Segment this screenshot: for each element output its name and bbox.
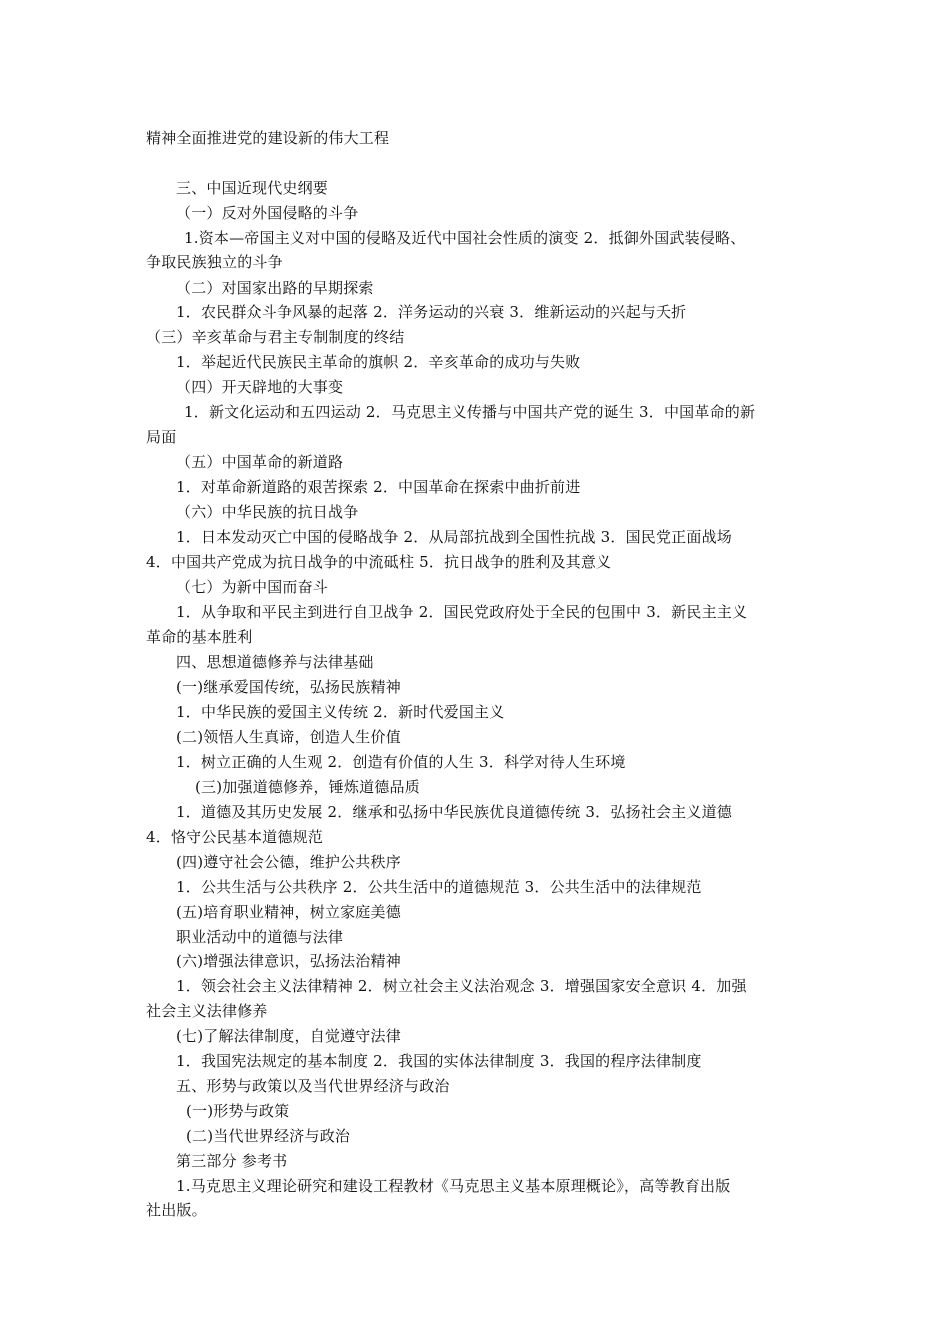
- section-heading: 三、中国近现代史纲要: [176, 179, 329, 197]
- part-heading: 第三部分 参考书: [176, 1152, 288, 1170]
- subsection-heading: (二)领悟人生真谛，创造人生价值: [176, 728, 401, 746]
- text-line: 争取民族独立的斗争: [146, 253, 283, 271]
- subsection-heading: （六）中华民族的抗日战争: [176, 503, 359, 521]
- text-line: 1．从争取和平民主到进行自卫战争 2．国民党政府处于全民的包围中 3．新民主主义: [176, 603, 748, 621]
- subsection-heading: (一)形势与政策: [186, 1102, 290, 1120]
- subsection-heading: (三)加强道德修养，锤炼道德品质: [195, 778, 420, 796]
- text-line: 1．树立正确的人生观 2．创造有价值的人生 3．科学对待人生环境: [176, 753, 626, 771]
- text-line: 1．中华民族的爱国主义传统 2．新时代爱国主义: [176, 703, 505, 721]
- reference-line: 社出版。: [146, 1201, 207, 1219]
- text-line: 1．道德及其历史发展 2．继承和弘扬中华民族优良道德传统 3．弘扬社会主义道德: [176, 803, 732, 821]
- subsection-heading: (四)遵守社会公德，维护公共秩序: [176, 853, 401, 871]
- subsection-heading: (五)培育职业精神，树立家庭美德: [176, 903, 401, 921]
- text-line: 职业活动中的道德与法律: [176, 928, 344, 946]
- text-line: 1．对革命新道路的艰苦探索 2．中国革命在探索中曲折前进: [176, 478, 581, 496]
- subsection-heading: (七)了解法律制度，自觉遵守法律: [176, 1027, 401, 1045]
- text-line: 1．公共生活与公共秩序 2．公共生活中的道德规范 3．公共生活中的法律规范: [176, 878, 702, 896]
- text-line: 社会主义法律修养: [146, 1002, 268, 1020]
- reference-line: 1.马克思主义理论研究和建设工程教材《马克思主义基本原理概论》，高等教育出版: [176, 1177, 731, 1195]
- subsection-heading: （三）辛亥革命与君主专制制度的终结: [146, 328, 405, 346]
- subsection-heading: （二）对国家出路的早期探索: [176, 279, 374, 297]
- section-heading: 四、思想道德修养与法律基础: [176, 653, 374, 671]
- subsection-heading: （五）中国革命的新道路: [176, 453, 344, 471]
- text-line: 1．领会社会主义法律精神 2．树立社会主义法治观念 3．增强国家安全意识 4．加强: [176, 977, 747, 995]
- subsection-heading: (二)当代世界经济与政治: [186, 1127, 351, 1145]
- text-line: 1．日本发动灭亡中国的侵略战争 2．从局部抗战到全国性抗战 3．国民党正面战场: [176, 528, 732, 546]
- subsection-heading: （四）开天辟地的大事变: [176, 378, 344, 396]
- text-line: 1．举起近代民族民主革命的旗帜 2．辛亥革命的成功与失败: [176, 353, 581, 371]
- section-heading: 五、形势与政策以及当代世界经济与政治: [176, 1077, 450, 1095]
- text-line: 革命的基本胜利: [146, 628, 253, 646]
- text-line: 4．恪守公民基本道德规范: [146, 828, 323, 846]
- text-line: 1.资本—帝国主义对中国的侵略及近代中国社会性质的演变 2．抵御外国武装侵略、: [184, 229, 746, 247]
- text-line: 1．农民群众斗争风暴的起落 2．洋务运动的兴衰 3．维新运动的兴起与夭折: [176, 303, 687, 321]
- subsection-heading: (一)继承爱国传统，弘扬民族精神: [176, 678, 401, 696]
- subsection-heading: （一）反对外国侵略的斗争: [176, 204, 359, 222]
- text-line: 精神全面推进党的建设新的伟大工程: [146, 129, 390, 147]
- text-line: 1．新文化运动和五四运动 2．马克思主义传播与中国共产党的诞生 3．中国革命的新: [184, 403, 756, 421]
- text-line: 1．我国宪法规定的基本制度 2．我国的实体法律制度 3．我国的程序法律制度: [176, 1052, 702, 1070]
- subsection-heading: （七）为新中国而奋斗: [176, 578, 329, 596]
- subsection-heading: (六)增强法律意识，弘扬法治精神: [176, 952, 401, 970]
- text-line: 4．中国共产党成为抗日战争的中流砥柱 5．抗日战争的胜利及其意义: [146, 553, 612, 571]
- text-line: 局面: [146, 428, 177, 446]
